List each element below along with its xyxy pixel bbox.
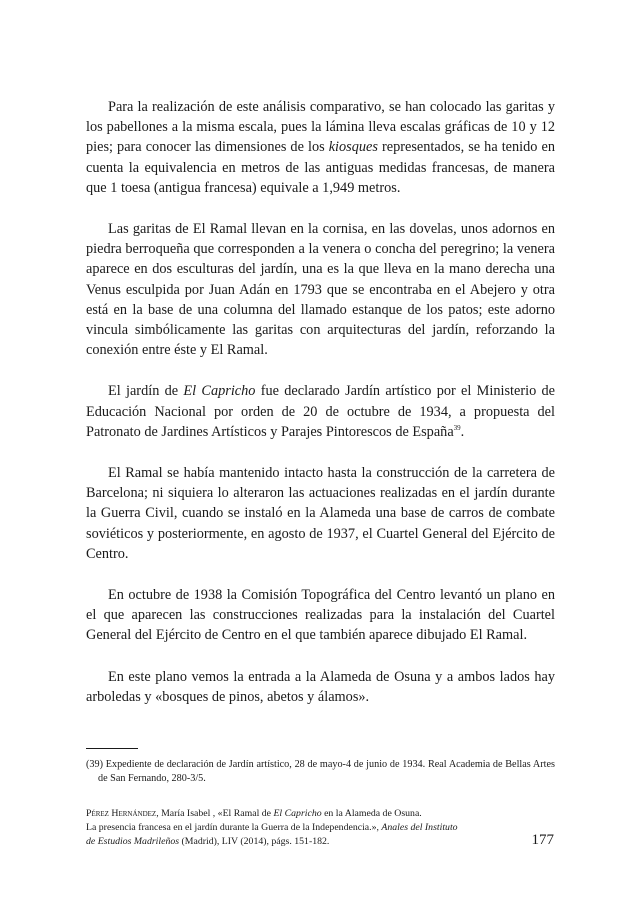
paragraph-3: El jardín de El Capricho fue declarado Jardín artístico por el Ministerio de Educación Nacional por orden de 20 de octubre de 1934, a propuesta del Patronato de Jardines Artísticos y Parajes Pintorescos de España$^{39}$. bbox=[86, 383, 555, 440]
italic-title: El Capricho bbox=[183, 383, 256, 400]
citation-line-2: La presencia francesa en el jardín durante la Guerra de la Independencia.», Anales del Instituto bbox=[86, 821, 458, 833]
footnote-number: (39) bbox=[86, 759, 103, 770]
paragraph-4: El Ramal se había mantenido intacto hasta la construcción de la carretera de Barcelona; ni siquiera lo alteraron las actuaciones realizadas en el jardín durante la Guerra Civil, cuando se instaló en la Alameda una base de carros de combate soviéticos y posteriormente, en agosto de 1937, el Cuartel General del Ejército de Centro. bbox=[86, 465, 555, 562]
footnote-divider bbox=[86, 748, 138, 749]
paragraph-6: En este plano vemos la entrada a la Alameda de Osuna y a ambos lados hay arboledas y «bosques de pinos, abetos y álamos». bbox=[86, 668, 555, 705]
page-number: 177 bbox=[531, 832, 554, 848]
citation-journal: Anales del Instituto bbox=[381, 821, 458, 833]
paragraph-2: Las garitas de El Ramal llevan en la cornisa, en las dovelas, unos adornos en piedra berroqueña que corresponden a la venera o concha del peregrino; la venera aparece en dos esculturas del jardín, una es la que lleva en la mano derecha una Venus esculpida por Juan Adán en 1793 que se encontraba en el Abejero y otra está en la base de una columna del llamado estanque de los patos; este adorno vincula simbólicamente las garitas con arquitecturas del jardín, reforzando la conexión entre éste y El Ramal. bbox=[86, 221, 555, 359]
citation bbox=[86, 807, 506, 848]
paragraph-1: Para la realización de este análisis comparativo, se han colocado las garitas y los pabellones a la misma escala, pues la lámina lleva escalas gráficas de 10 y 12 pies; para conocer las dimensiones de los kiosques representados, se ha tenido en cuenta la equivalencia en metros de las antiguas medidas francesas, de manera que 1 toesa (antigua francesa) equivale a 1,949 metros. bbox=[86, 99, 555, 196]
citation-title-italic: El Capricho bbox=[273, 808, 322, 819]
main-text bbox=[86, 97, 555, 707]
paragraph-5: En octubre de 1938 la Comisión Topográfica del Centro levantó un plano en el que aparecen las construcciones realizadas para la instalación del Cuartel General del Ejército de Centro en el que también aparece dibujado El Ramal. bbox=[86, 587, 555, 644]
footnote-text: Expediente de declaración de Jardín artístico, 28 de mayo-4 de junio de 1934. Real Academia de Bellas Artes de San Fernando, 280-3/5. bbox=[98, 759, 555, 784]
footnote bbox=[86, 758, 555, 785]
footnote-reference[interactable]: 39 bbox=[453, 424, 461, 433]
citation-journal-cont: de Estudios Madrileños bbox=[86, 835, 180, 847]
citation-line-1: Pérez Hernández, María Isabel , «El Ramal de El Capricho en la Alameda de Osuna. bbox=[86, 808, 422, 819]
citation-author: Pérez Hernández bbox=[86, 808, 157, 819]
italic-term: kiosques bbox=[328, 139, 378, 156]
citation-line-3: de Estudios Madrileños (Madrid), LIV (2014), págs. 151-182. bbox=[86, 835, 330, 847]
